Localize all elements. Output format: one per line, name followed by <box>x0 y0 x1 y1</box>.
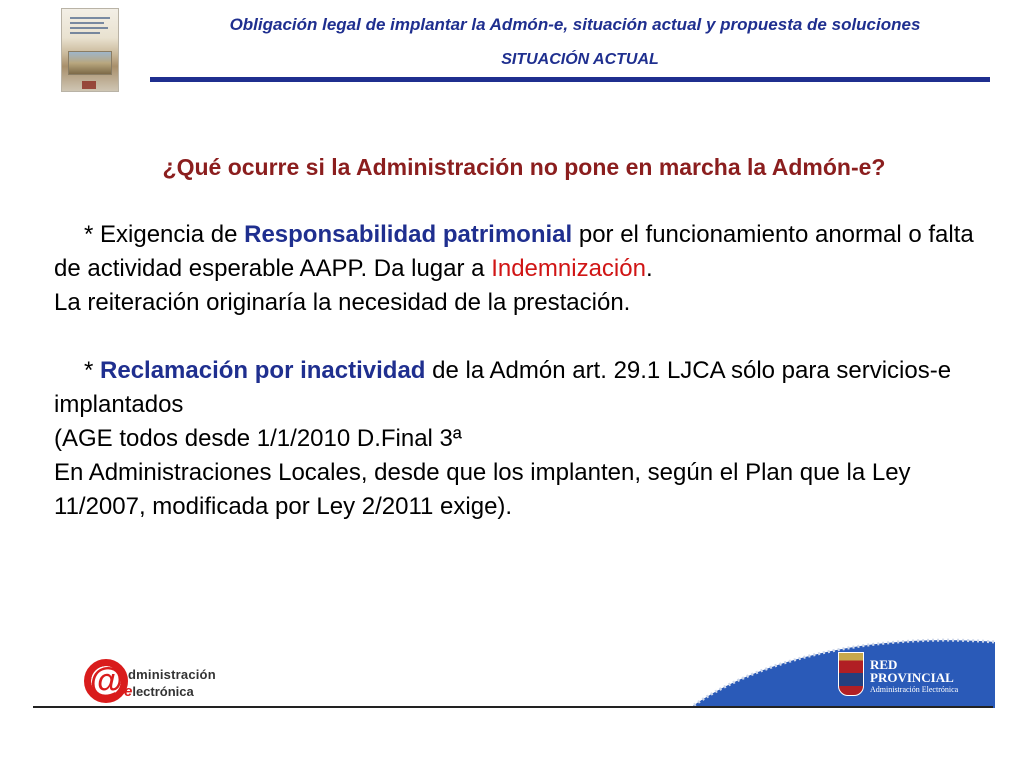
p2-line3: En Administraciones Locales, desde que los implanten, según el Plan que la Ley 11/2007, modificada por Ley 2/2011 exige). <box>54 459 911 520</box>
p1-line2: La reiteración originaría la necesidad de la prestación. <box>54 289 631 316</box>
logo-e-letter: e <box>124 683 133 700</box>
cover-photo <box>68 51 112 75</box>
logo-text-electronica-wrap <box>124 683 194 700</box>
coat-of-arms-icon <box>838 652 864 696</box>
cover-badge <box>82 81 96 89</box>
cover-title-line <box>70 32 100 34</box>
question-heading: ¿Qué ocurre si la Administración no pone en marcha la Admón-e? <box>162 154 886 180</box>
logo-text-electronica: lectrónica <box>132 684 194 699</box>
p2-prefix: * <box>84 357 101 384</box>
p1-end: . <box>645 255 653 282</box>
footer-divider <box>33 706 993 708</box>
paragraph-responsabilidad <box>54 218 994 286</box>
spacer <box>54 184 994 218</box>
header-divider <box>150 77 990 82</box>
cover-title-line <box>70 17 110 19</box>
cover-title-line <box>70 22 104 24</box>
red-provincial-text-3: Administración Electrónica <box>870 685 959 694</box>
logo-text-administracion: dministración <box>128 667 216 682</box>
header-title: Obligación legal de implantar la Admón-e, situación actual y propuesta de soluciones <box>229 15 921 34</box>
slide-content <box>54 150 994 524</box>
p2-emphasis: Reclamación por inactividad <box>100 357 426 384</box>
red-provincial-text-2: PROVINCIAL <box>870 670 954 685</box>
p1-emphasis: Responsabilidad patrimonial <box>244 221 573 248</box>
paragraph-reclamacion <box>54 354 994 422</box>
p2-line2: (AGE todos desde 1/1/2010 D.Final 3ª <box>54 425 462 452</box>
header-subtitle: SITUACIÓN ACTUAL <box>501 51 659 68</box>
book-cover-image <box>61 8 119 92</box>
cover-title-line <box>70 27 108 29</box>
p1-middle: por el funcionamiento anormal o falta de actividad esperable AAPP. Da lugar a <box>54 221 974 282</box>
spacer <box>54 320 994 354</box>
p1-prefix: * Exigencia de <box>84 221 245 248</box>
administracion-electronica-logo-icon: @ <box>84 659 128 703</box>
red-provincial-text-1: RED <box>870 657 898 672</box>
p1-indemnizacion: Indemnización <box>491 255 646 282</box>
p2-rest: de la Admón art. 29.1 LJCA sólo para servicios-e implantados <box>54 357 952 418</box>
